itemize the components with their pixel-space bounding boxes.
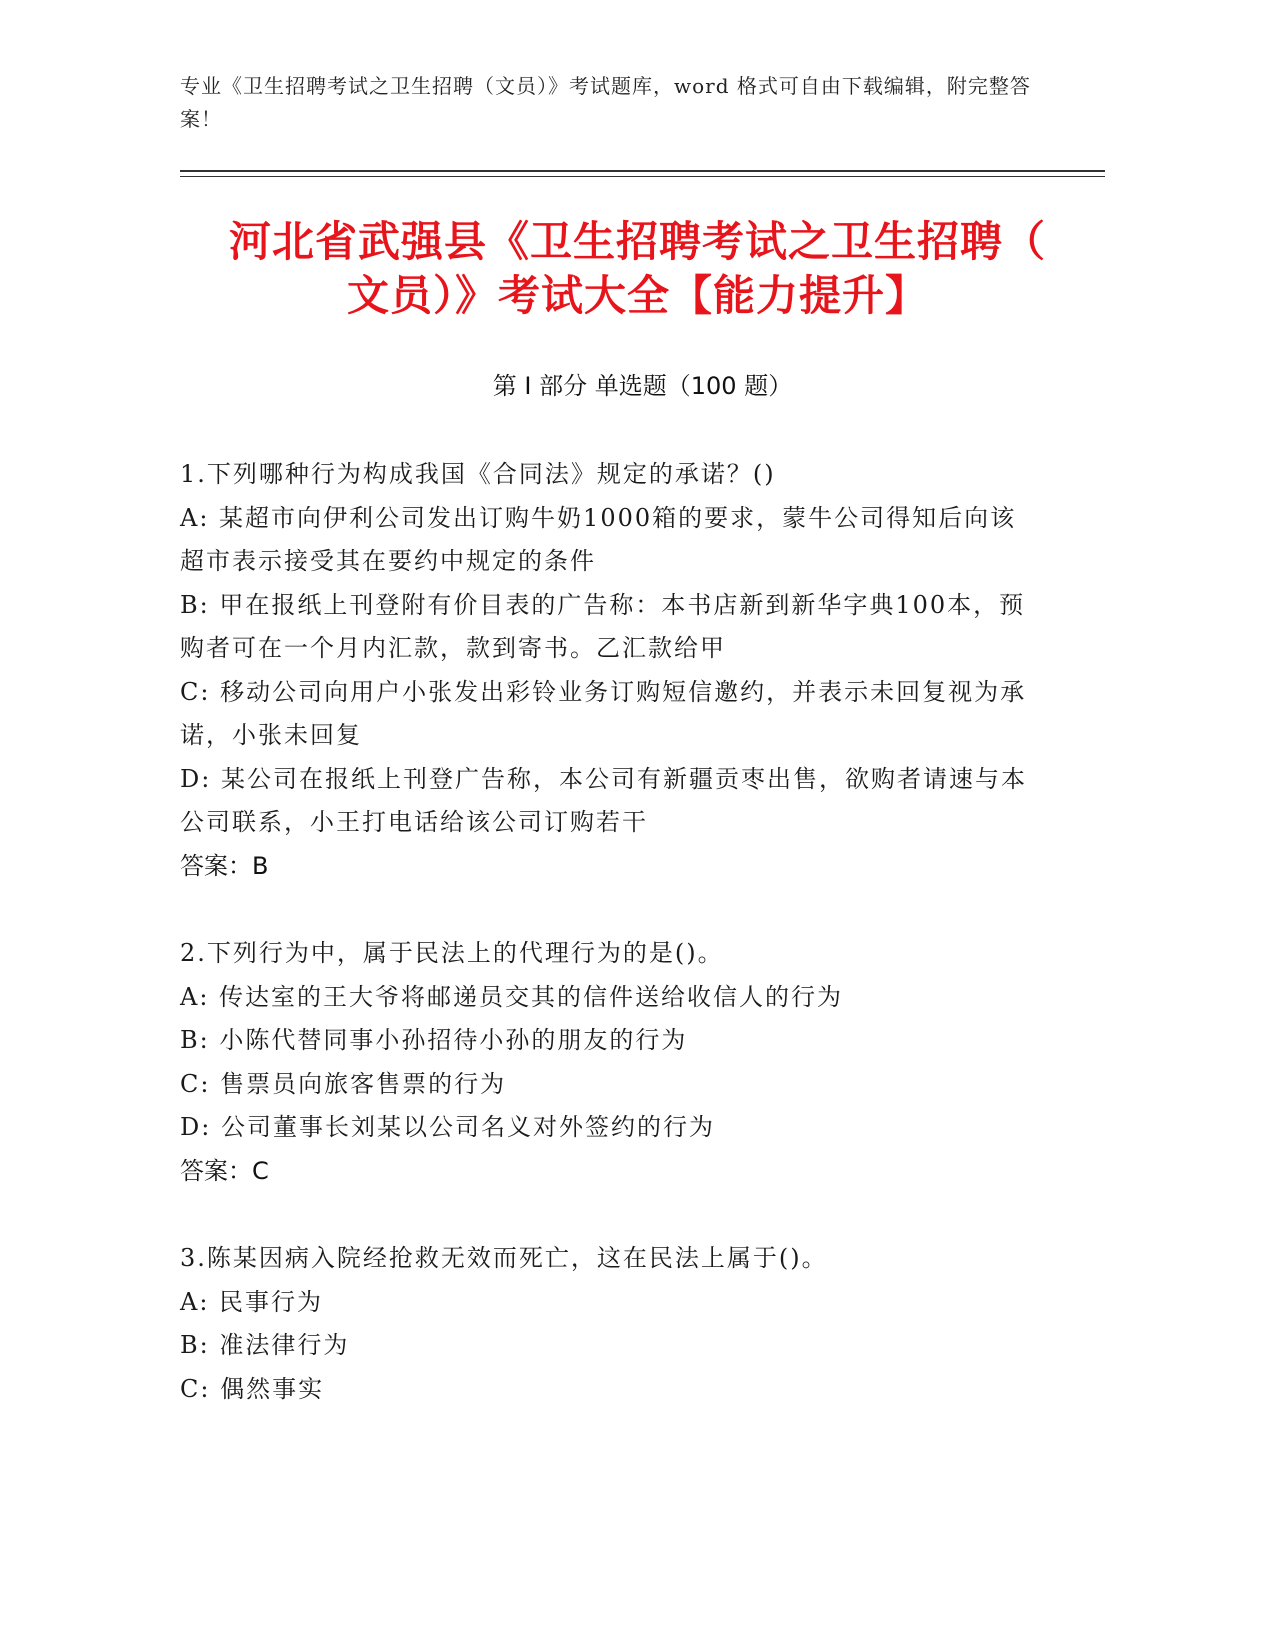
answer: 答案：B <box>180 851 269 880</box>
header-note: 专业《卫生招聘考试之卫生招聘（文员）》考试题库，word 格式可自由下载编辑，附完整答案！ <box>180 74 1031 131</box>
question-3 <box>180 1237 1040 1411</box>
option-b: B: 甲在报纸上刊登附有价目表的广告称：本书店新到新华字典100本，预购者可在一个月内汇款，款到寄书。乙汇款给甲 <box>180 590 1026 662</box>
question-stem: 3.陈某因病入院经抢救无效而死亡，这在民法上属于()。 <box>180 1244 828 1272</box>
option-d: D: 公司董事长刘某以公司名义对外签约的行为 <box>180 1113 715 1141</box>
option-c: C: 售票员向旅客售票的行为 <box>180 1069 507 1098</box>
option-a: A: 某超市向伊利公司发出订购牛奶1000箱的要求，蒙牛公司得知后向该超市表示接受其在要约中规定的条件 <box>180 503 1017 575</box>
document-title-line-2: 文员）》考试大全【能力提升】 <box>346 271 928 320</box>
question-stem: 2.下列行为中，属于民法上的代理行为的是()。 <box>180 939 724 967</box>
document-title-line-1: 河北省武强县《卫生招聘考试之卫生招聘（ <box>228 217 1046 266</box>
option-b: B: 准法律行为 <box>180 1331 350 1359</box>
option-d: D: 某公司在报纸上刊登广告称，本公司有新疆贡枣出售，欲购者请速与本公司联系，小王打电话给该公司订购若干 <box>180 764 1027 836</box>
document-title <box>160 215 1115 323</box>
option-a: A: 传达室的王大爷将邮递员交其的信件送给收信人的行为 <box>180 982 844 1011</box>
answer: 答案：C <box>180 1156 269 1185</box>
question-stem: 1.下列哪种行为构成我国《合同法》规定的承诺？() <box>180 460 776 488</box>
section-title: 第 I 部分 单选题（100 题） <box>492 372 793 400</box>
question-list <box>180 453 1040 1455</box>
header-divider-thin <box>180 176 1105 177</box>
option-a: A: 民事行为 <box>180 1287 324 1316</box>
question-1 <box>180 453 1040 888</box>
header-divider-thick <box>180 170 1105 172</box>
option-c: C: 偶然事实 <box>180 1374 325 1403</box>
option-c: C: 移动公司向用户小张发出彩铃业务订购短信邀约，并表示未回复视为承诺，小张未回复 <box>180 677 1027 749</box>
question-2 <box>180 932 1040 1193</box>
option-b: B: 小陈代替同事小孙招待小孙的朋友的行为 <box>180 1026 688 1054</box>
